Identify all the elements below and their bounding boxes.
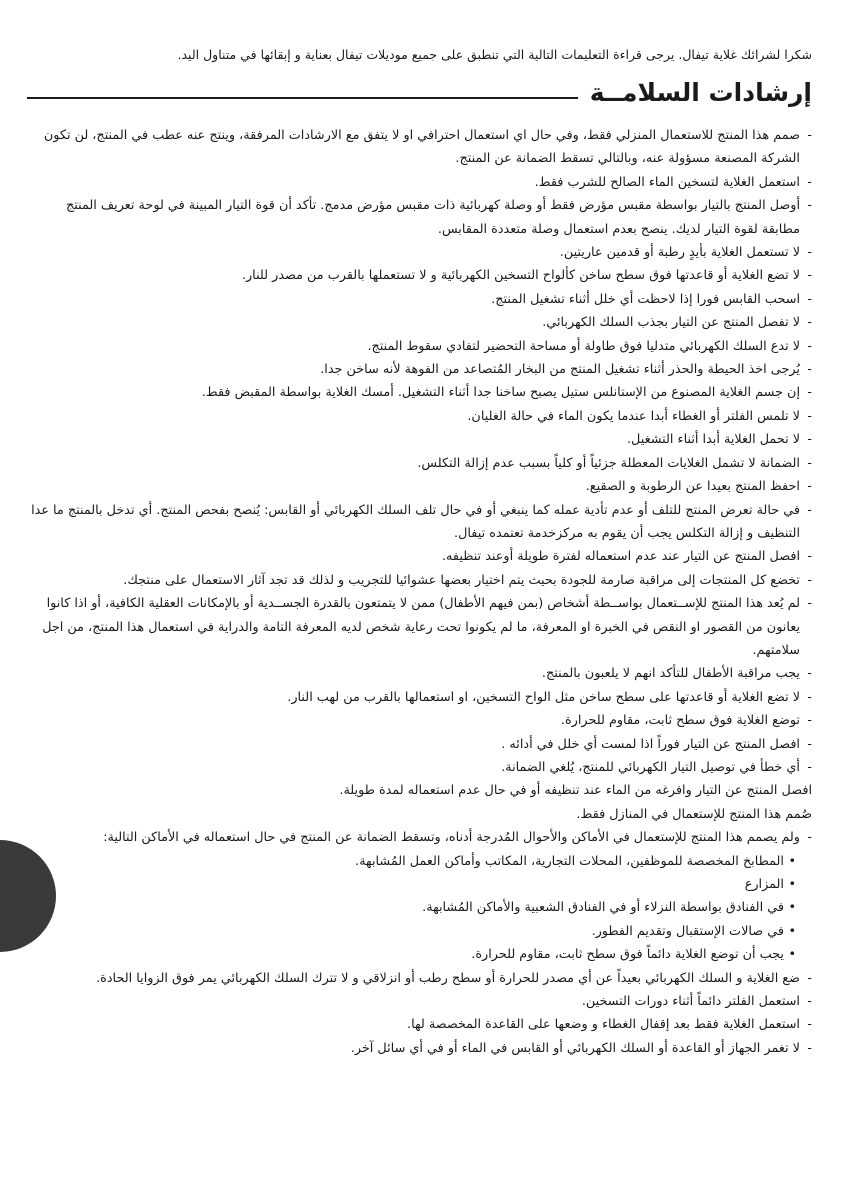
instruction-item: - تخضع كل المنتجات إلى مراقبة صارمة للجودة بحيث يتم اختيار بعضها عشوائيا للتجريب و لذلك قد تجد آثار الاستعمال على منتجك. — [27, 569, 812, 592]
instruction-item: - ولم يصمم هذا المنتج للإستعمال في الأماكن والأحوال المُدرجة أدناه، وتسقط الضمانة عن المنتج في حال استعماله في الأماكن التالية: — [27, 826, 812, 849]
instruction-item: - لا تحمل الغلاية أبدا أثناء التشغيل. — [27, 428, 812, 451]
instruction-item: - احفظ المنتج بعيدا عن الرطوبة و الصقيع. — [27, 475, 812, 498]
instruction-item: - صمم هذا المنتج للاستعمال المنزلي فقط، وفي حال اي استعمال احترافي او لا يتفق مع الارشادات المرفقة، وينتج عنه عطب في المنتج، لن تكون الشركة المصنعة مسؤولة عنه، وبالتالي تسقط الضمانة عن المنتج. — [27, 124, 812, 171]
instruction-item: - افصل المنتج عن التيار عند عدم استعماله لفترة طويلة أوعند تنظيفه. — [27, 545, 812, 568]
section-header — [27, 76, 812, 110]
safety-instructions-list — [27, 124, 812, 1060]
instruction-item: - لا تلمس الفلتر أو الغطاء أبدا عندما يكون الماء في حالة الغليان. — [27, 405, 812, 428]
bullet-item: • المزارع — [27, 873, 812, 896]
instruction-item: - أي خطأ في توصيل التيار الكهربائي للمنتج، يُلغي الضمانة. — [27, 756, 812, 779]
instruction-item: - لا تفصل المنتج عن التيار بجذب السلك الكهربائي. — [27, 311, 812, 334]
bullet-item: • المطابخ المخصصة للموظفين، المحلات التجارية، المكاتب وأماكن العمل المُشابهة. — [27, 850, 812, 873]
instruction-item: - يُرجى اخذ الحيطة والحذر أثناء تشغيل المنتج من البخار المُتصاعد من الفوهة لأنه ساخن جدا. — [27, 358, 812, 381]
instruction-item: - لا تغمر الجهاز أو القاعدة أو السلك الكهربائي أو القابس في الماء أو في أي سائل آخر. — [27, 1037, 812, 1060]
instruction-item: - إن جسم الغلاية المصنوع من الإستانلس ستيل يصبح ساخنا جدا أثناء التشغيل. أمسك الغلاية بواسطة المقبض فقط. — [27, 381, 812, 404]
instruction-item: - الضمانة لا تشمل الغلايات المعطلة جزئياً أو كلياً بسبب عدم إزالة التكلس. — [27, 452, 812, 475]
instruction-item: صُمم هذا المنتج للإستعمال في المنازل فقط. — [576, 806, 812, 822]
instruction-item: - توضع الغلاية فوق سطح ثابت، مقاوم للحرارة. — [27, 709, 812, 732]
bullet-item: • في الفنادق بواسطة النزلاء أو في الفنادق الشعبية والأماكن المُشابهة. — [27, 896, 812, 919]
document-page — [27, 44, 812, 1060]
bullet-item: • في صالات الإستقبال وتقديم الفطور. — [27, 920, 812, 943]
instruction-item: - في حالة تعرض المنتج للتلف أو عدم تأدية عمله كما ينبغي أو في حال تلف السلك الكهربائي أو القابس: يُنصح بفحص المنتج. أي تدخل بالمنتج ما عدا التنظيف و إزالة التكلس يجب أن يقوم به مركزخدمة تعتمده تيفال. — [27, 499, 812, 546]
instruction-item: - لا تدع السلك الكهربائي متدليا فوق طاولة أو مساحة التحضير لتفادي سقوط المنتج. — [27, 335, 812, 358]
intro-paragraph: شكرا لشرائك غلاية تيفال. يرجى قراءة التعليمات التالية التي تنطبق على جميع موديلات تيفال بعناية و إبقائها في متناول اليد. — [177, 47, 812, 62]
section-title: إرشادات السلامــة — [589, 78, 812, 107]
bullet-item: • يجب أن توضع الغلاية دائماً فوق سطح ثابت، مقاوم للحرارة. — [27, 943, 812, 966]
instruction-item: - لم يُعد هذا المنتج للإســتعمال بواســطة أشخاص (بمن فيهم الأطفال) ممن لا يتمتعون بالقدرة الجســدية أو بالإمكانات العقلية الكافية، أو اذا كانوا يعانون من القصور او النقص في الخبرة او المعرفة، ما لم يكونوا تحت رعاية شخص لديه المعرفة التامة والدراية في استعمال هذا المنتج، من اجل سلامتهم. — [27, 592, 812, 662]
section-title-rule — [27, 97, 578, 99]
instruction-item: - لا تضع الغلاية أو قاعدتها فوق سطح ساخن كألواح التسخين الكهربائية و لا تستعملها بالقرب من مصدر للنار. — [27, 264, 812, 287]
instruction-item: - افصل المنتج عن التيار فوراً اذا لمست أي خلل في أدائه . — [27, 733, 812, 756]
instruction-item: - أوصل المنتج بالتيار بواسطة مقبس مؤرض فقط أو وصلة كهربائية ذات مقبس مؤرض مدمج. تأكد أن قوة التيار المبينة في لوحة تعريف المنتج مطابقة لقوة التيار لديك. ينصح بعدم استعمال وصلة متعددة المقابس. — [27, 194, 812, 241]
instruction-item: - استعمل الفلتر دائماً أثناء دورات التسخين. — [27, 990, 812, 1013]
instruction-item: - اسحب القابس فورا إذا لاحظت أي خلل أثناء تشغيل المنتج. — [27, 288, 812, 311]
instruction-item: - ضع الغلاية و السلك الكهربائي بعيداً عن أي مصدر للحرارة أو سطح رطب أو انزلاقي و لا تترك السلك الكهربائي يمر فوق الزوايا الحادة. — [27, 967, 812, 990]
instruction-item: - استعمل الغلاية فقط بعد إقفال الغطاء و وضعها على القاعدة المخصصة لها. — [27, 1013, 812, 1036]
instruction-item: - يجب مراقبة الأطفال للتأكد انهم لا يلعبون بالمنتج. — [27, 662, 812, 685]
instruction-item: - استعمل الغلاية لتسخين الماء الصالح للشرب فقط. — [27, 171, 812, 194]
instruction-item: - لا تستعمل الغلاية بأيدٍ رطبة أو قدمين عاريتين. — [27, 241, 812, 264]
instruction-item: - لا تضع الغلاية أو قاعدتها على سطح ساخن مثل الواح التسخين، او استعمالها بالقرب من لهب النار. — [27, 686, 812, 709]
instruction-item: افصل المنتج عن التيار وافرغه من الماء عند تنظيفه أو في حال عدم استعماله لمدة طويلة. — [339, 783, 812, 799]
